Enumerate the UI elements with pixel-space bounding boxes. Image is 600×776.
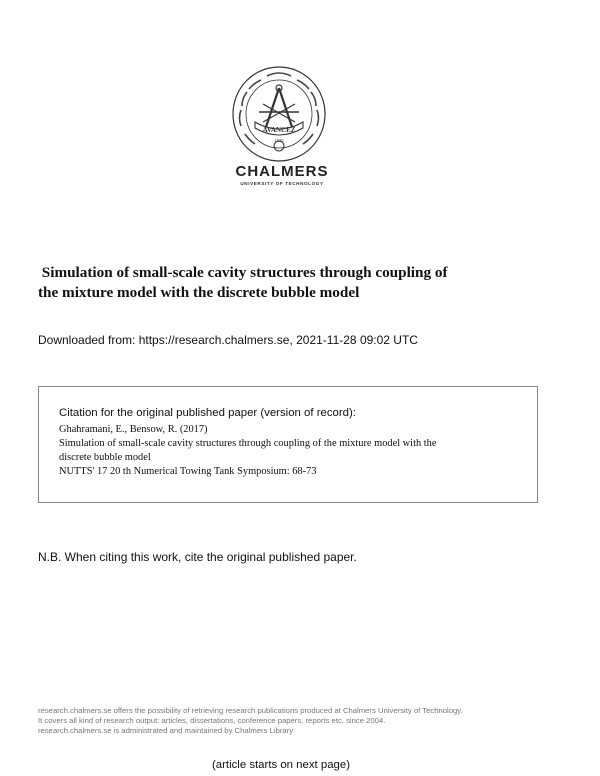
repository-footer [38,706,463,736]
paper-title-line: the mixture model with the discrete bubble model [38,284,360,301]
article-next-note: (article starts on next page) [211,759,351,771]
seal-year: 1829 [274,138,284,143]
paper-title-line: Simulation of small-scale cavity structures through coupling of [38,264,448,281]
seal-motto: AVANCEZ [262,126,296,134]
citation-authors: Ghahramani, E., Bensow, R. (2017) [59,424,208,435]
citation-heading: Citation for the original published paper (version of record): [59,407,356,419]
citation-title-line: Simulation of small-scale cavity structures through coupling of the mixture model with the [59,438,437,449]
footer-line: research.chalmers.se offers the possibility of retrieving research publications produced at Chalmers University of Technology. [38,706,463,715]
citation-title-line: discrete bubble model [59,452,151,463]
download-info: Downloaded from: https://research.chalmers.se, 2021-11-28 09:02 UTC [38,333,418,347]
citation-venue: NUTTS' 17 20 th Numerical Towing Tank Symposium: 68-73 [59,466,317,477]
footer-line: It covers all kind of research output: articles, dissertations, conference papers, reports etc. since 2004. [38,716,386,725]
footer-line: research.chalmers.se is administrated and maintained by Chalmers Library [38,726,294,735]
brand-name: CHALMERS [235,163,329,180]
paper-title [38,263,558,303]
citation-note: N.B. When citing this work, cite the original published paper. [38,550,357,564]
brand-subtitle: UNIVERSITY OF TECHNOLOGY [240,181,324,186]
citation-box [38,386,538,503]
chalmers-seal-logo [229,64,329,164]
